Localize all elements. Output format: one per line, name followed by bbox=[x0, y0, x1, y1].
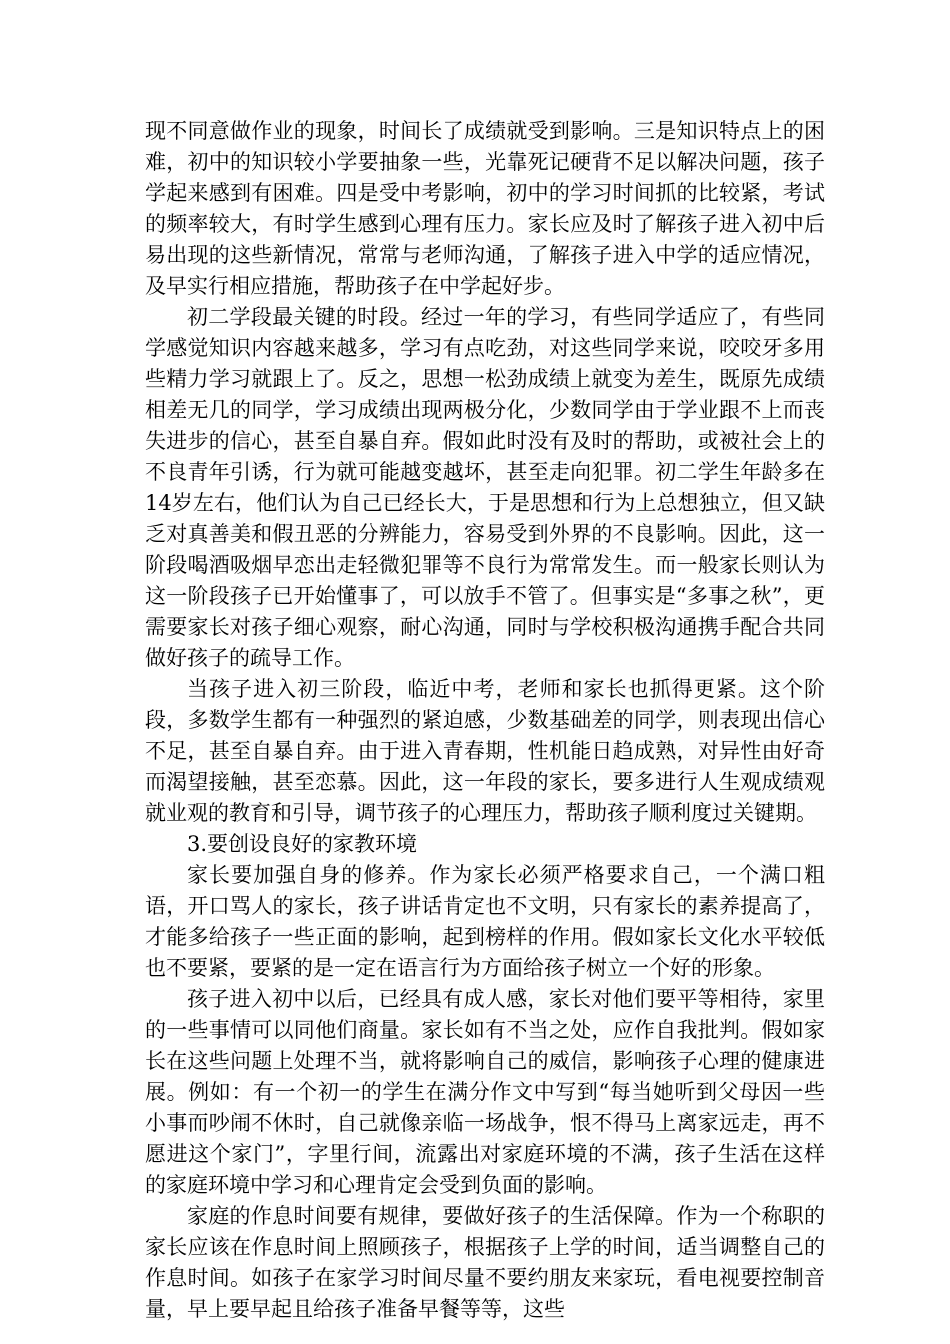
paragraph-4: 家长要加强自身的修养。作为家长必须严格要求自己，一个满口粗语，开口骂人的家长，孩子讲话肯定也不文明，只有家长的素养提高了，才能多给孩子一些正面的影响，起到榜样的作用。假如家长文化水平较低也不要紧，要紧的是一定在语言行为方面给孩子树立一个好的形象。 bbox=[145, 863, 825, 980]
document-page bbox=[145, 116, 825, 1325]
paragraph-2: 初二学段最关键的时段。经过一年的学习，有些同学适应了，有些同学感觉知识内容越来越多，学习有点吃劲，对这些同学来说，咬咬牙多用些精力学习就跟上了。反之，思想一松劲成绩上就变为差生，既原先成绩相差无几的同学，学习成绩出现两极分化，少数同学由于学业跟不上而丧失进步的信心，甚至自暴自弃。假如此时没有及时的帮助，或被社会上的不良青年引诱，行为就可能越变越坏，甚至走向犯罪。初二学生年龄多在14岁左右，他们认为自己已经长大，于是思想和行为上总想独立，但又缺乏对真善美和假丑恶的分辨能力，容易受到外界的不良影响。因此，这一阶段喝酒吸烟早恋出走轻微犯罪等不良行为常常发生。而一般家长则认为这一阶段孩子已开始懂事了，可以放手不管了。但事实是“多事之秋”，更需要家长对孩子细心观察，耐心沟通，同时与学校积极沟通携手配合共同做好孩子的疏导工作。 bbox=[145, 305, 825, 670]
paragraph-5: 孩子进入初中以后，已经具有成人感，家长对他们要平等相待，家里的一些事情可以同他们商量。家长如有不当之处，应作自我批判。假如家长在这些问题上处理不当，就将影响自己的威信，影响孩子心理的健康进展。例如：有一个初一的学生在满分作文中写到“每当她听到父母因一些小事而吵闹不休时，自己就像亲临一场战争，恨不得马上离家远走，再不愿进这个家门”，字里行间，流露出对家庭环境的不满，孩子生活在这样的家庭环境中学习和心理肯定会受到负面的影响。 bbox=[145, 987, 825, 1197]
section-heading: 3.要创设良好的家教环境 bbox=[187, 832, 418, 856]
paragraph-1: 现不同意做作业的现象，时间长了成绩就受到影响。三是知识特点上的困难，初中的知识较小学要抽象一些，光靠死记硬背不足以解决问题，孩子学起来感到有困难。四是受中考影响，初中的学习时间抓的比较紧，考试的频率较大，有时学生感到心理有压力。家长应及时了解孩子进入初中后易出现的这些新情况，常常与老师沟通，了解孩子进入中学的适应情况，及早实行相应措施，帮助孩子在中学起好步。 bbox=[145, 119, 825, 298]
paragraph-6: 家庭的作息时间要有规律，要做好孩子的生活保障。作为一个称职的家长应该在作息时间上照顾孩子，根据孩子上学的时间，适当调整自己的作息时间。如孩子在家学习时间尽量不要约朋友来家玩，看电视要控制音量，早上要早起且给孩子准备早餐等等，这些 bbox=[145, 1204, 825, 1321]
paragraph-3: 当孩子进入初三阶段，临近中考，老师和家长也抓得更紧。这个阶段，多数学生都有一种强烈的紧迫感，少数基础差的同学，则表现出信心不足，甚至自暴自弃。由于进入青春期，性机能日趋成熟，对异性由好奇而渴望接触，甚至恋慕。因此，这一年段的家长，要多进行人生观成绩观就业观的教育和引导，调节孩子的心理压力，帮助孩子顺利度过关键期。 bbox=[145, 677, 825, 825]
